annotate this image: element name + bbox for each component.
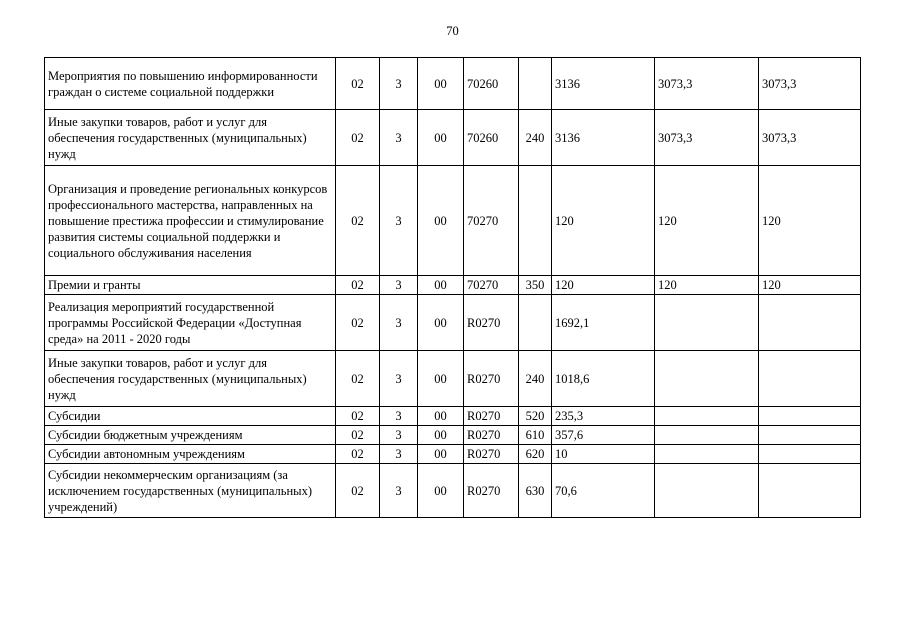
amount-cell: 120 xyxy=(655,166,759,276)
code-cell: 02 xyxy=(336,166,380,276)
code-cell: 02 xyxy=(336,58,380,110)
code-cell: R0270 xyxy=(464,351,519,407)
amount-cell: 235,3 xyxy=(552,407,655,426)
amount-cell: 120 xyxy=(655,276,759,295)
code-cell: 3 xyxy=(380,276,418,295)
code-cell: 3 xyxy=(380,426,418,445)
code-cell: 02 xyxy=(336,351,380,407)
code-cell: 3 xyxy=(380,407,418,426)
table-row xyxy=(45,110,861,166)
code-cell: 00 xyxy=(418,464,464,518)
amount-cell xyxy=(759,445,861,464)
code-cell: 240 xyxy=(519,351,552,407)
amount-cell xyxy=(759,351,861,407)
code-cell: R0270 xyxy=(464,407,519,426)
code-cell: 00 xyxy=(418,426,464,445)
code-cell: 00 xyxy=(418,276,464,295)
code-cell: 02 xyxy=(336,407,380,426)
code-cell: 02 xyxy=(336,445,380,464)
code-cell: 00 xyxy=(418,58,464,110)
table-row xyxy=(45,464,861,518)
amount-cell: 3136 xyxy=(552,110,655,166)
amount-cell xyxy=(655,426,759,445)
row-name-cell: Субсидии автономным учреждениям xyxy=(45,445,336,464)
row-name-cell: Иные закупки товаров, работ и услуг для обеспечения государственных (муниципальных) нужд xyxy=(45,351,336,407)
code-cell: 3 xyxy=(380,166,418,276)
code-cell: 00 xyxy=(418,351,464,407)
code-cell: 00 xyxy=(418,445,464,464)
code-cell: 3 xyxy=(380,351,418,407)
amount-cell: 3073,3 xyxy=(655,58,759,110)
code-cell: R0270 xyxy=(464,464,519,518)
amount-cell: 3136 xyxy=(552,58,655,110)
code-cell: 00 xyxy=(418,110,464,166)
code-cell: R0270 xyxy=(464,295,519,351)
code-cell: 00 xyxy=(418,166,464,276)
table-row xyxy=(45,351,861,407)
budget-table xyxy=(44,57,861,518)
row-name-cell: Иные закупки товаров, работ и услуг для обеспечения государственных (муниципальных) нужд xyxy=(45,110,336,166)
amount-cell: 120 xyxy=(552,276,655,295)
row-name-cell: Организация и проведение региональных конкурсов профессионального мастерства, направленных на повышение престижа профессии и стимулирование развития системы социальной поддержки и социального обслуживания населения xyxy=(45,166,336,276)
table-row xyxy=(45,276,861,295)
table-row xyxy=(45,58,861,110)
code-cell: 610 xyxy=(519,426,552,445)
code-cell: 70270 xyxy=(464,276,519,295)
amount-cell: 120 xyxy=(759,276,861,295)
amount-cell: 1018,6 xyxy=(552,351,655,407)
code-cell: 00 xyxy=(418,295,464,351)
amount-cell: 120 xyxy=(759,166,861,276)
code-cell: 350 xyxy=(519,276,552,295)
code-cell: R0270 xyxy=(464,426,519,445)
amount-cell xyxy=(655,464,759,518)
code-cell xyxy=(519,58,552,110)
code-cell: 3 xyxy=(380,445,418,464)
code-cell xyxy=(519,295,552,351)
page-number: 70 xyxy=(446,24,459,38)
amount-cell xyxy=(759,426,861,445)
code-cell: 00 xyxy=(418,407,464,426)
code-cell: 3 xyxy=(380,110,418,166)
code-cell: 3 xyxy=(380,464,418,518)
code-cell: 02 xyxy=(336,426,380,445)
amount-cell: 70,6 xyxy=(552,464,655,518)
amount-cell xyxy=(759,407,861,426)
amount-cell: 10 xyxy=(552,445,655,464)
amount-cell xyxy=(655,351,759,407)
code-cell: 620 xyxy=(519,445,552,464)
amount-cell: 3073,3 xyxy=(759,110,861,166)
code-cell: 02 xyxy=(336,276,380,295)
row-name-cell: Премии и гранты xyxy=(45,276,336,295)
amount-cell xyxy=(655,407,759,426)
table-row xyxy=(45,295,861,351)
amount-cell xyxy=(655,445,759,464)
code-cell: 70270 xyxy=(464,166,519,276)
table-body xyxy=(45,58,861,518)
row-name-cell: Реализация мероприятий государственной программы Российской Федерации «Доступная среда» на 2011 - 2020 годы xyxy=(45,295,336,351)
amount-cell: 357,6 xyxy=(552,426,655,445)
amount-cell: 1692,1 xyxy=(552,295,655,351)
amount-cell: 3073,3 xyxy=(655,110,759,166)
row-name-cell: Субсидии бюджетным учреждениям xyxy=(45,426,336,445)
code-cell: 240 xyxy=(519,110,552,166)
amount-cell: 3073,3 xyxy=(759,58,861,110)
code-cell: 3 xyxy=(380,58,418,110)
code-cell xyxy=(519,166,552,276)
amount-cell xyxy=(759,295,861,351)
code-cell: 70260 xyxy=(464,58,519,110)
row-name-cell: Субсидии xyxy=(45,407,336,426)
amount-cell xyxy=(759,464,861,518)
amount-cell: 120 xyxy=(552,166,655,276)
code-cell: 630 xyxy=(519,464,552,518)
table-row xyxy=(45,407,861,426)
code-cell: 02 xyxy=(336,464,380,518)
row-name-cell: Субсидии некоммерческим организациям (за исключением государственных (муниципальных) учреждений) xyxy=(45,464,336,518)
code-cell: 70260 xyxy=(464,110,519,166)
row-name-cell: Мероприятия по повышению информированности граждан о системе социальной поддержки xyxy=(45,58,336,110)
code-cell: 02 xyxy=(336,295,380,351)
table-row xyxy=(45,445,861,464)
amount-cell xyxy=(655,295,759,351)
code-cell: R0270 xyxy=(464,445,519,464)
table-row xyxy=(45,426,861,445)
code-cell: 02 xyxy=(336,110,380,166)
code-cell: 3 xyxy=(380,295,418,351)
table-row xyxy=(45,166,861,276)
code-cell: 520 xyxy=(519,407,552,426)
